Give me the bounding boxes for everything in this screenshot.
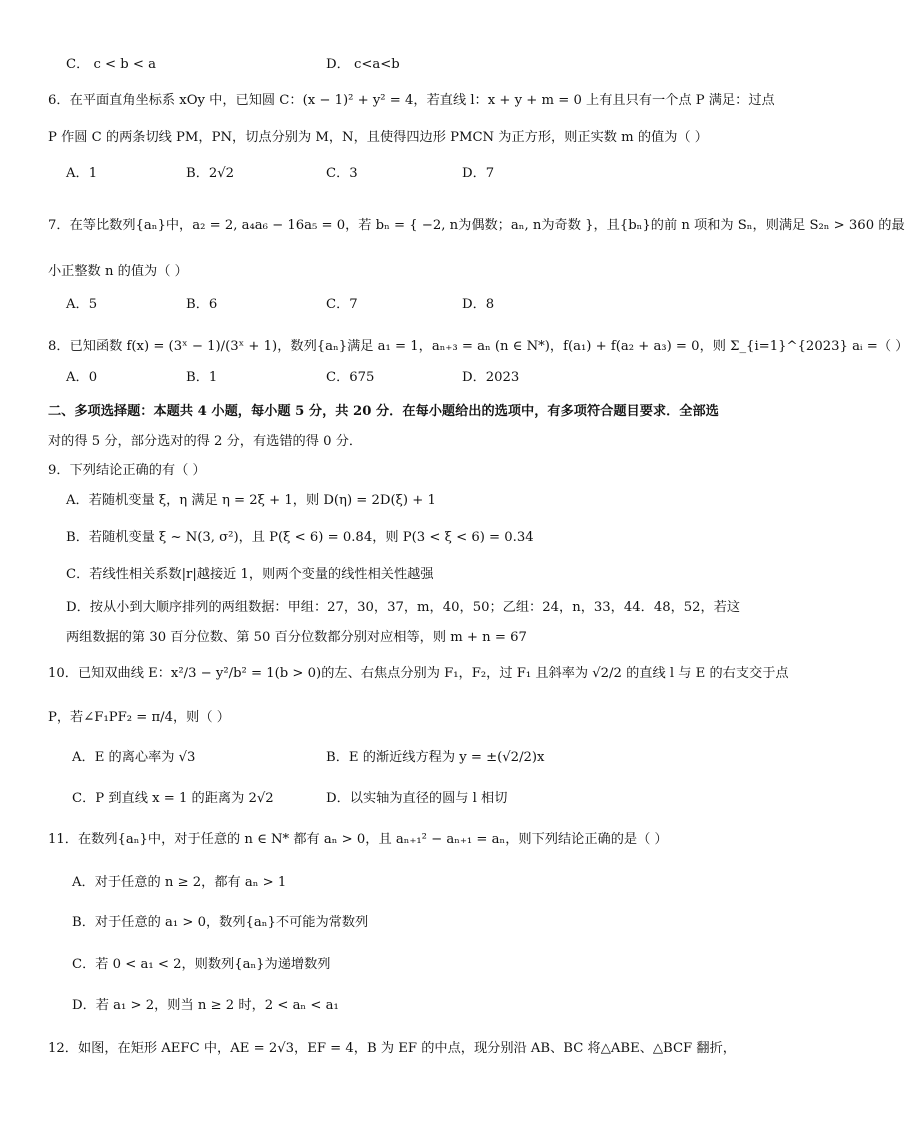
text-line-18: D．2023	[462, 370, 520, 385]
text-line-5: B．2√2	[186, 166, 235, 181]
text-line-14: 8．已知函数 f(x) = (3ˣ − 1)/(3ˣ + 1)，数列{aₙ}满足 a₁ = 1，aₙ₊₃ = aₙ (n ∈ N*)，f(a₁) + f(a₂ + a₃) = 0，则 Σ_{i=1}^{2023} aᵢ =（ ）	[48, 339, 908, 354]
text-line-13: D．8	[462, 297, 495, 312]
text-line-30: B．E 的渐近线方程为 y = ±(√2/2)x	[326, 750, 545, 765]
text-line-33: 11．在数列{aₙ}中，对于任意的 n ∈ N* 都有 aₙ > 0，且 aₙ₊₁² − aₙ₊₁ = aₙ，则下列结论正确的是（ ）	[48, 832, 668, 847]
text-line-9: 小正整数 n 的值为（ ）	[48, 264, 188, 279]
text-line-21: 9．下列结论正确的有（ ）	[48, 463, 206, 478]
text-line-38: 12．如图，在矩形 AEFC 中，AE = 2√3，EF = 4，B 为 EF 的中点，现分别沿 AB、BC 将△ABE、△BCF 翻折，	[48, 1041, 736, 1056]
text-line-26: 两组数据的第 30 百分位数、第 50 百分位数都分别对应相等，则 m + n = 67	[66, 630, 527, 645]
text-line-11: B．6	[186, 297, 218, 312]
text-line-15: A．0	[66, 370, 98, 385]
text-line-37: D．若 a₁ > 2，则当 n ≥ 2 时，2 < aₙ < a₁	[72, 998, 339, 1013]
text-line-23: B．若随机变量 ξ ~ N(3, σ²)，且 P(ξ < 6) = 0.84，则 P(3 < ξ < 6) = 0.34	[66, 530, 534, 545]
text-line-19: 二、多项选择题：本题共 4 小题，每小题 5 分，共 20 分．在每小题给出的选项中，有多项符合题目要求．全部选	[48, 404, 719, 419]
text-line-6: C．3	[326, 166, 358, 181]
text-line-4: A．1	[66, 166, 98, 181]
text-line-12: C．7	[326, 297, 358, 312]
text-line-20: 对的得 5 分，部分选对的得 2 分，有选错的得 0 分．	[48, 434, 363, 449]
text-line-7: D．7	[462, 166, 495, 181]
text-line-8: 7．在等比数列{aₙ}中，a₂ = 2, a₄a₆ − 16a₅ = 0，若 bₙ = { −2, n为偶数；aₙ, n为奇数 }，且{bₙ}的前 n 项和为 Sₙ，则满足 S₂ₙ > 360 的最	[48, 218, 905, 233]
text-line-29: A．E 的离心率为 √3	[72, 750, 196, 765]
text-line-10: A．5	[66, 297, 98, 312]
text-line-17: C．675	[326, 370, 375, 385]
text-line-2: 6．在平面直角坐标系 xOy 中，已知圆 C：(x − 1)² + y² = 4，若直线 l：x + y + m = 0 上有且只有一个点 P 满足：过点	[48, 93, 775, 108]
text-line-16: B．1	[186, 370, 218, 385]
text-line-36: C．若 0 < a₁ < 2，则数列{aₙ}为递增数列	[72, 957, 331, 972]
text-line-3: P 作圆 C 的两条切线 PM，PN，切点分别为 M，N，且使得四边形 PMCN 为正方形，则正实数 m 的值为（ ）	[48, 130, 708, 145]
text-line-25: D．按从小到大顺序排列的两组数据：甲组：27，30，37，m，40，50；乙组：24，n，33，44．48，52，若这	[66, 600, 741, 615]
text-line-28: P，若∠F₁PF₂ = π/4，则（ ）	[48, 710, 230, 725]
text-line-1: D． c<a<b	[326, 57, 400, 72]
text-line-0: C． c < b < a	[66, 57, 157, 72]
text-line-32: D．以实轴为直径的圆与 l 相切	[326, 791, 508, 806]
text-line-34: A．对于任意的 n ≥ 2，都有 aₙ > 1	[72, 875, 287, 890]
text-line-31: C．P 到直线 x = 1 的距离为 2√2	[72, 791, 274, 806]
text-line-35: B．对于任意的 a₁ > 0，数列{aₙ}不可能为常数列	[72, 915, 369, 930]
text-line-24: C．若线性相关系数|r|越接近 1，则两个变量的线性相关性越强	[66, 567, 434, 582]
text-line-22: A．若随机变量 ξ，η 满足 η = 2ξ + 1，则 D(η) = 2D(ξ) + 1	[66, 493, 436, 508]
text-line-27: 10．已知双曲线 E：x²/3 − y²/b² = 1(b > 0)的左、右焦点分别为 F₁，F₂，过 F₁ 且斜率为 √2/2 的直线 l 与 E 的右支交于点	[48, 666, 789, 681]
